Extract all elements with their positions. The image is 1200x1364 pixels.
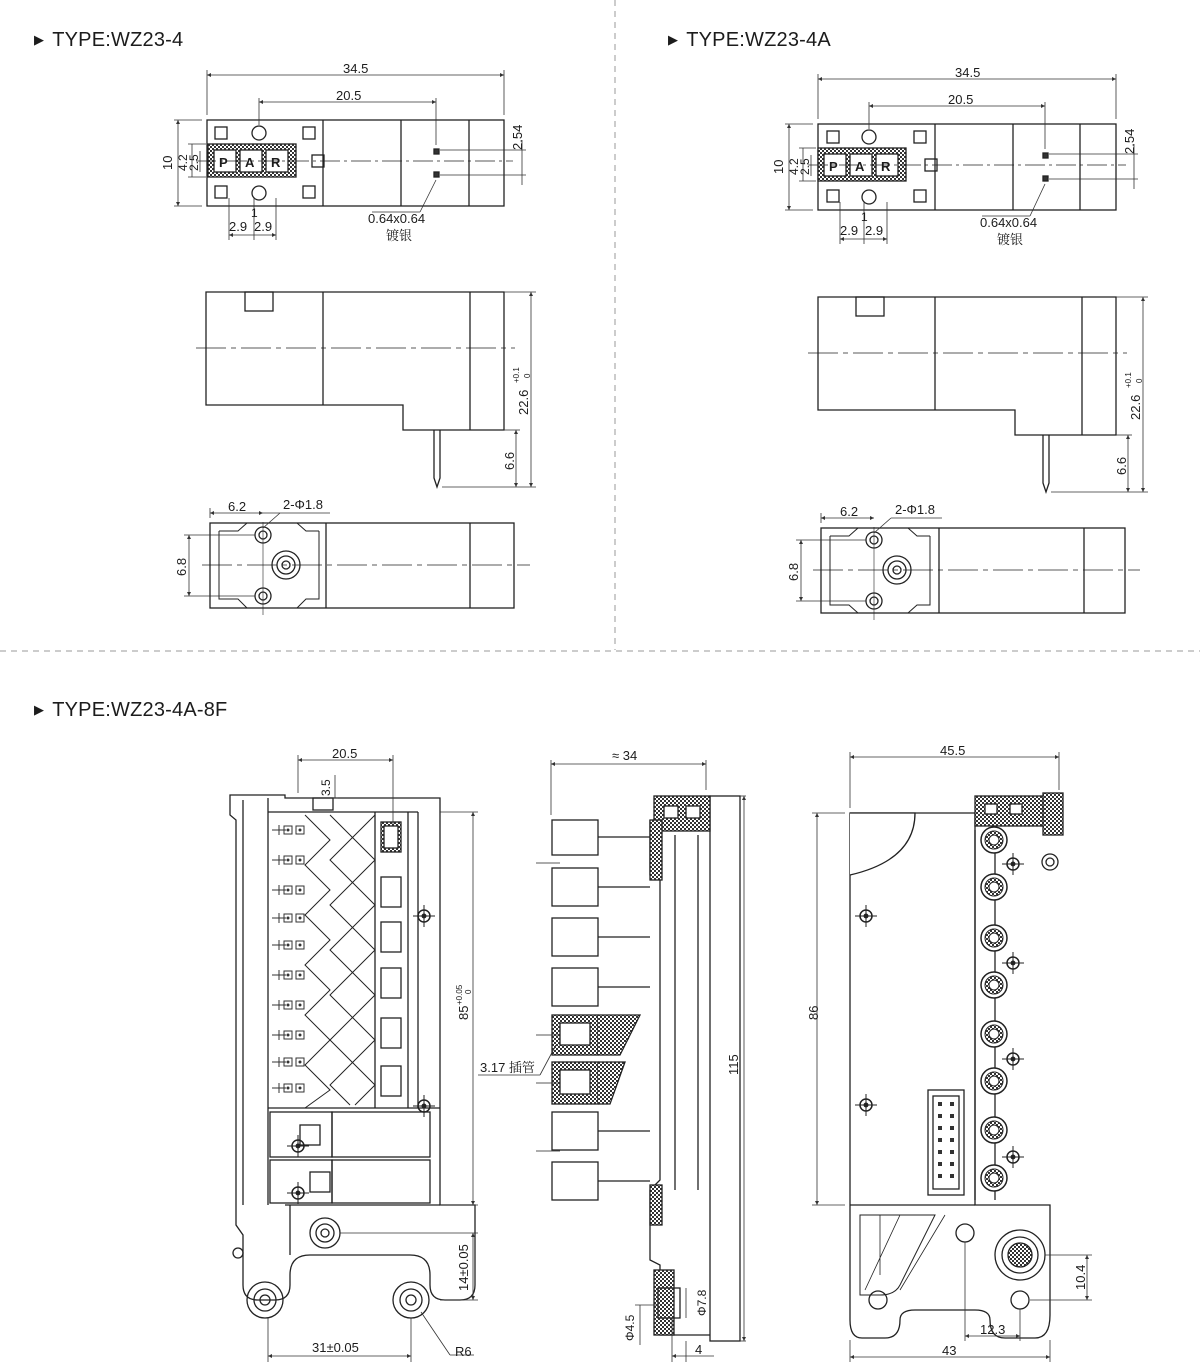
dim-3-5: 3.5 (319, 779, 333, 796)
triangle-bullet-icon: ▶ (34, 702, 45, 717)
dim-spacing-b: 2.9 (254, 219, 273, 234)
dim-pitch: 20.5 (336, 88, 362, 103)
dim-offset-1: 1 (251, 206, 258, 220)
dim-6-8: 6.8 (174, 557, 189, 576)
wz23-4a-side-view (808, 297, 1127, 492)
dim-12-3: 12.3 (980, 1322, 1006, 1337)
port-p-label: P (829, 159, 838, 174)
dim-31: 31±0.05 (312, 1340, 359, 1355)
title-text: TYPE:WZ23-4A (686, 29, 831, 51)
dim-height-22-6: 22.6 (516, 389, 531, 415)
port-r-label: R (881, 159, 891, 174)
triangle-bullet-icon: ▶ (668, 32, 679, 47)
dim-6-2: 6.2 (228, 499, 247, 514)
manifold-back-view (850, 793, 1063, 1338)
wz23-4a-side-dims (1051, 297, 1148, 492)
title-text: TYPE:WZ23-4 (52, 29, 184, 51)
wz23-4a-bottom-view (813, 527, 1140, 620)
dim-45-5: 45.5 (940, 743, 966, 758)
wz23-4-top-view (196, 120, 513, 206)
dim-10-4: 10.4 (1073, 1264, 1088, 1290)
dim-115: 115 (726, 1054, 741, 1075)
wz23-4-side-view (196, 292, 515, 487)
dim-85: 85 (456, 1005, 471, 1020)
dim-14: 14±0.05 (456, 1244, 471, 1291)
dim-height-2-5: 2.5 (187, 154, 201, 171)
dim-spacing-b: 2.9 (865, 223, 884, 238)
dim-4: 4 (695, 1342, 703, 1357)
dim-pin-length: 6.6 (1114, 456, 1129, 475)
dim-height-10: 10 (771, 159, 786, 174)
tol-upper: +0.1 (1124, 372, 1133, 388)
dim-holes: 2-Φ1.8 (283, 497, 324, 512)
dim-spacing-a: 2.9 (229, 219, 248, 234)
tol-lower: 0 (1135, 378, 1144, 383)
dim-phi-7-8: Φ7.8 (695, 1289, 709, 1316)
dim-phi-4-5: Φ4.5 (623, 1314, 637, 1341)
dim-86: 86 (806, 1005, 821, 1020)
dim-r6: R6 (455, 1344, 472, 1359)
plating-note: 镀银 (997, 232, 1024, 247)
dim-pitch: 20.5 (948, 92, 974, 107)
wz23-4-bottom-dims (184, 508, 330, 596)
dim-43: 43 (942, 1343, 957, 1358)
port-r-label: R (271, 155, 281, 170)
tube-note: 3.17 插管 (480, 1060, 535, 1075)
dim-pin-pitch: 2.54 (1122, 128, 1137, 154)
dim-pin-length: 6.6 (502, 451, 517, 470)
wz23-4a-bottom-dims (796, 513, 942, 601)
dim-pin-pitch: 2.54 (510, 124, 525, 150)
port-a-label: A (245, 155, 255, 170)
manifold-front-view (230, 795, 475, 1318)
section-dividers (0, 0, 1200, 651)
dim-length: 34.5 (955, 65, 981, 80)
dim-height-4-2: 4.2 (176, 154, 190, 171)
dim-height-10: 10 (160, 155, 175, 170)
wz23-4-side-dims (442, 292, 536, 487)
dim-holes: 2-Φ1.8 (895, 502, 936, 517)
dim-spacing-a: 2.9 (840, 223, 859, 238)
tol-85-upper: +0.05 (455, 984, 464, 1005)
manifold-side-view (536, 796, 740, 1341)
dim-height-22-6: 22.6 (1128, 394, 1143, 420)
manifold-back-connector-pins (938, 1102, 954, 1178)
dim-6-2: 6.2 (840, 504, 859, 519)
dim-length: 34.5 (343, 61, 369, 76)
manifold-back-fittings (855, 827, 1024, 1191)
dim-height-4-2: 4.2 (787, 158, 801, 175)
tol-upper: +0.1 (512, 367, 521, 383)
pin-size: 0.64x0.64 (368, 211, 426, 226)
port-p-label: P (219, 155, 228, 170)
dim-6-8: 6.8 (786, 562, 801, 581)
port-a-label: A (855, 159, 865, 174)
wz23-4-bottom-view (202, 522, 530, 615)
dim-offset-1: 1 (861, 210, 868, 224)
dim-20-5: 20.5 (332, 746, 358, 761)
triangle-bullet-icon: ▶ (34, 32, 45, 47)
tol-lower: 0 (523, 373, 532, 378)
plating-note: 镀银 (386, 228, 413, 243)
title-text: TYPE:WZ23-4A-8F (52, 699, 228, 721)
pin-size: 0.64x0.64 (980, 215, 1038, 230)
tol-85-lower: 0 (464, 989, 473, 994)
dim-approx-34: ≈ 34 (612, 748, 638, 763)
dim-height-2-5: 2.5 (798, 158, 812, 175)
